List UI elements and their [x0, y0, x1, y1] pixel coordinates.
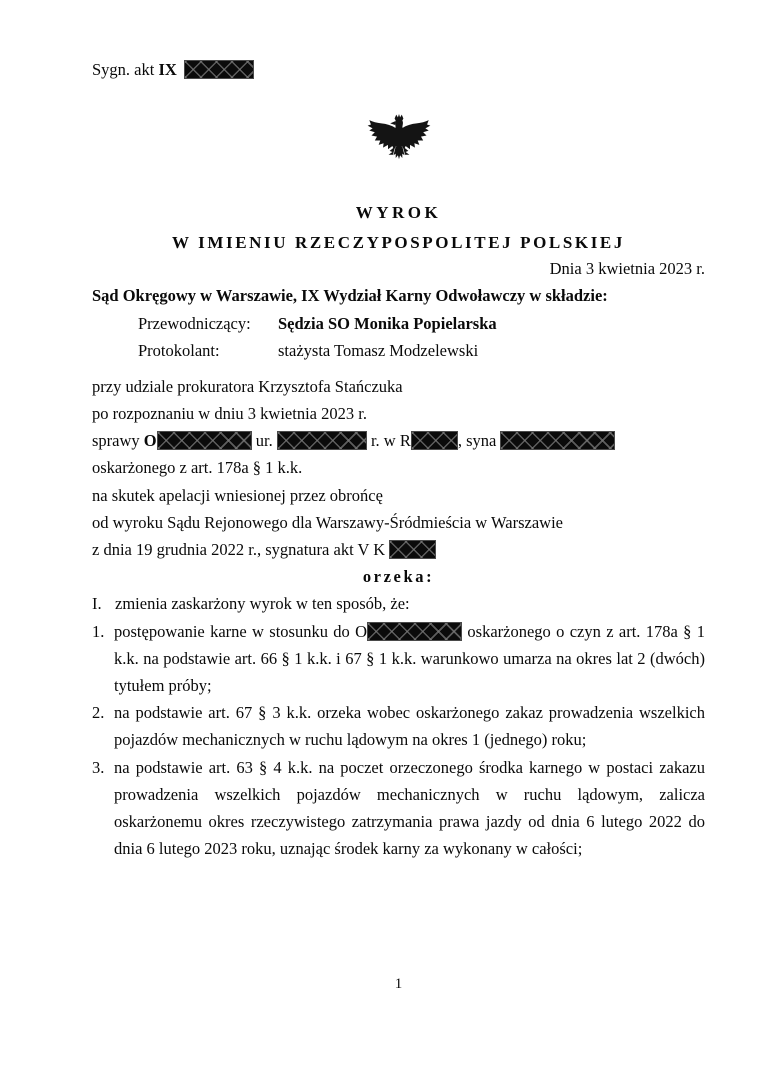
ruling-item-3 — [92, 754, 705, 863]
ruling-item-2 — [92, 699, 705, 753]
role-row-clerk — [138, 337, 705, 365]
defendant-initial: O — [143, 431, 157, 451]
redaction-box — [157, 431, 252, 450]
redaction-box — [277, 431, 367, 450]
ruling-heading: orzeka: — [362, 567, 435, 587]
roman-text: zmienia zaskarżony wyrok w ten sposób, że: — [115, 594, 410, 614]
judgment-signature-text: z dnia 19 grudnia 2022 r., sygnatura akt V K — [92, 540, 390, 560]
appealed-judgment-line: od wyroku Sądu Rejonowego dla Warszawy-Śródmieścia w Warszawie — [92, 512, 563, 532]
case-line-text: ur. — [251, 431, 277, 451]
intro-paragraphs — [92, 373, 705, 563]
case-line — [92, 427, 705, 454]
appeal-line: na skutek apelacji wniesionej przez obrońcę — [92, 485, 383, 505]
court-composition-header: Sąd Okręgowy w Warszawie, IX Wydział Karny Odwoławczy w składzie: — [92, 286, 608, 306]
redaction-box — [389, 540, 436, 559]
ruling-list — [92, 590, 705, 862]
item-text: oskarżonego o czyn z art. 178a § 1 k.k. na podstawie art. 66 § 1 k.k. i 67 § 1 k.k. warunkowo umarza na okres lat 2 (dwóch) tytułem próby; — [114, 621, 705, 696]
role-row-presiding — [138, 310, 705, 338]
judgment-date-line: Dnia 3 kwietnia 2023 r. — [549, 259, 705, 279]
role-label: Przewodniczący: — [138, 313, 251, 333]
redaction-box — [184, 60, 254, 79]
item-text: na podstawie art. 63 § 4 k.k. na poczet orzeczonego środka karnego w postaci zakazu prowadzenia wszelkich pojazdów mechanicznych w ruchu lądowym, zalicza oskarżonemu okres rzeczywistego zatrzymania prawa jazdy od dnia 6 lutego 2022 do dnia 6 lutego 2023 roku, uznając środek karny za wykonany w całości; — [114, 757, 705, 859]
case-signature-division: IX — [158, 60, 177, 79]
ruling-roman-item — [92, 590, 705, 617]
ruling-item-1 — [92, 618, 705, 700]
item-marker: 2. — [92, 703, 105, 723]
document-subtitle: W IMIENIU RZECZYPOSPOLITEJ POLSKIEJ — [172, 233, 625, 253]
prosecutor-line: przy udziale prokuratora Krzysztofa Stańczuka — [92, 376, 403, 396]
item-marker: 3. — [92, 757, 105, 777]
hearing-line: po rozpoznaniu w dniu 3 kwietnia 2023 r. — [92, 404, 367, 423]
redaction-box — [411, 431, 458, 450]
redaction-box — [367, 622, 462, 641]
redaction-box — [500, 431, 615, 450]
case-line-text: , syna — [457, 431, 501, 451]
case-line-text: r. w R — [366, 431, 411, 451]
role-label: Protokolant: — [138, 341, 220, 361]
role-value: Sędzia SO Monika Popielarska — [278, 313, 497, 333]
item-text: postępowanie karne w stosunku do O — [114, 621, 368, 641]
item-marker: 1. — [92, 621, 105, 641]
case-signature-label: Sygn. akt — [92, 60, 155, 79]
judgment-signature-line — [92, 536, 705, 563]
polish-eagle-emblem — [92, 105, 705, 177]
document-title: WYROK — [355, 203, 442, 223]
page-number: 1 — [394, 976, 403, 992]
item-text: na podstawie art. 67 § 3 k.k. orzeka wobec oskarżonego zakaz prowadzenia wszelkich pojazdów mechanicznych w ruchu lądowym na okres 1 (jednego) roku; — [114, 703, 705, 750]
charge-line: oskarżonego z art. 178a § 1 k.k. — [92, 458, 303, 478]
case-signature-line — [92, 56, 705, 83]
roman-marker: I. — [92, 594, 102, 614]
case-line-text: sprawy — [92, 431, 144, 451]
role-value: stażysta Tomasz Modzelewski — [278, 341, 479, 361]
